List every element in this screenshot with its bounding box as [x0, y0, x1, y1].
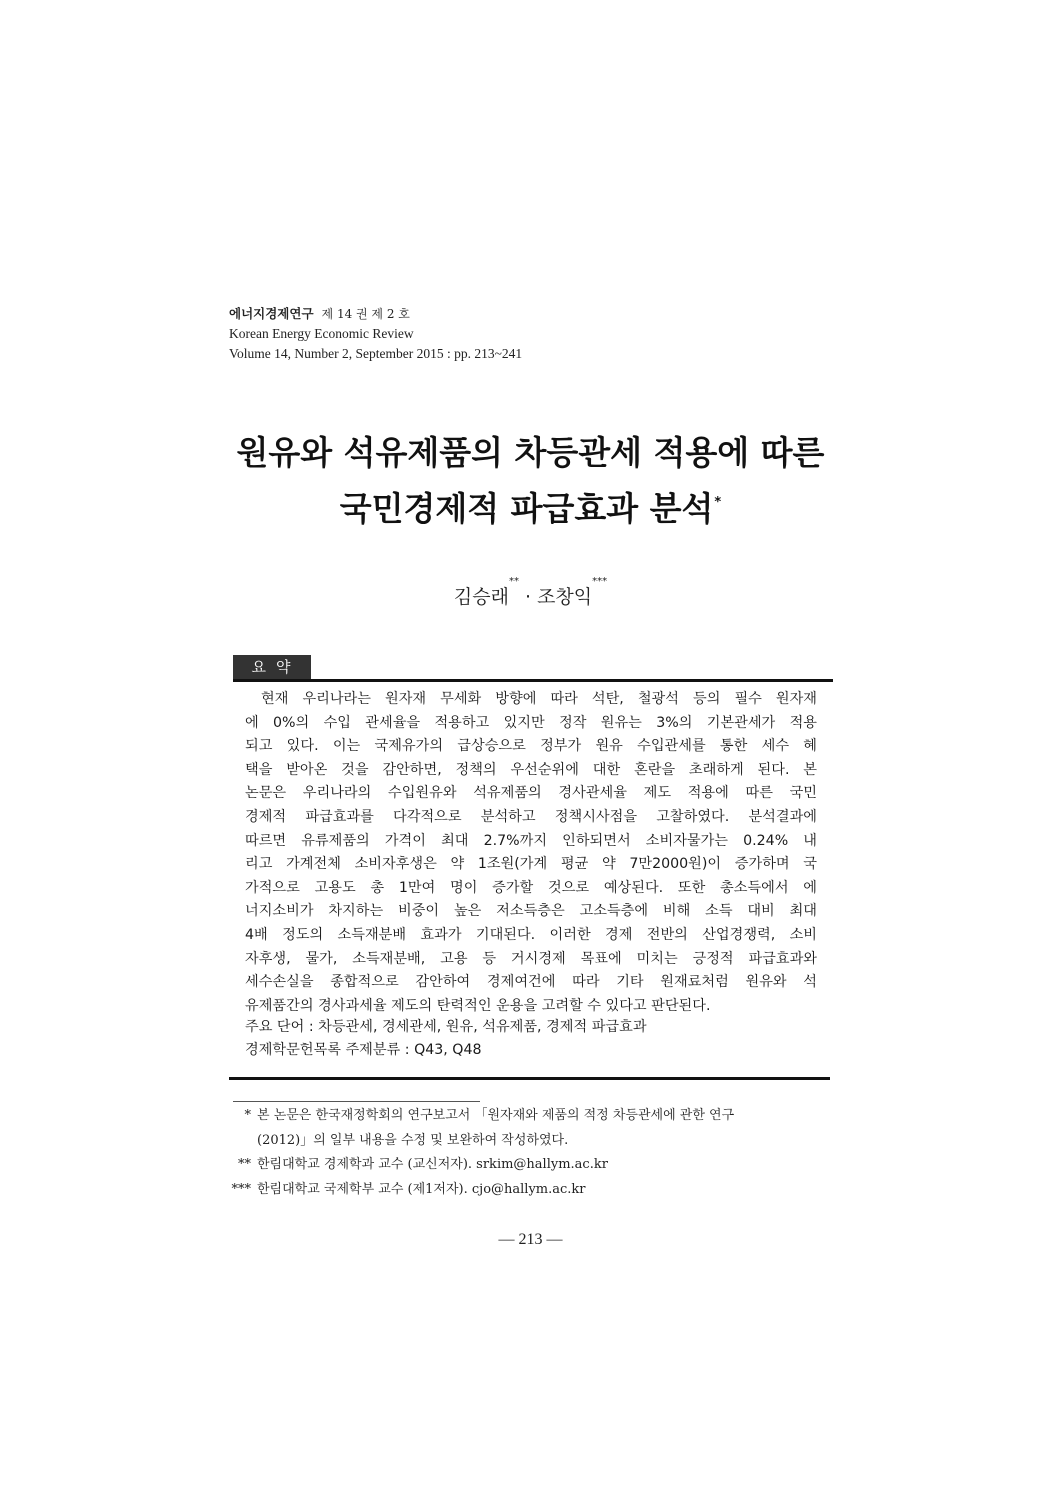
journal-name-kr: 에너지경제연구: [229, 306, 314, 321]
abstract-line: 에 0%의 수입 관세율을 적용하고 있지만 정작 원유는 3%의 기본관세가 적용: [245, 714, 817, 731]
author-1-mark: **: [508, 576, 519, 587]
abstract-line: 되고 있다. 이는 국제유가의 급상승으로 정부가 원유 수입관세를 통한 세수 혜: [245, 738, 817, 755]
footnote: [229, 1178, 834, 1203]
abstract-line: 리고 가계전체 소비자후생은 약 1조원(가계 평균 약 7만2000원)이 증가하며 국: [245, 856, 817, 873]
author-1: 김승래: [453, 586, 509, 608]
abstract-line: 따르면 유류제품의 가격이 최대 2.7%까지 인하되면서 소비자물가는 0.24% 내: [245, 832, 817, 849]
journal-name-en: Korean Energy Economic Review: [229, 326, 414, 341]
jel-classification: 경제학문헌목록 주제분류 : Q43, Q48: [245, 1042, 482, 1058]
abstract-bottom-rule: [229, 1077, 830, 1080]
footnote: [229, 1153, 834, 1178]
keywords: [245, 1016, 825, 1062]
abstract-line: 세수손실을 종합적으로 감안하여 경제여건에 따라 기타 원재료처럼 원유와 석: [245, 974, 817, 991]
author-2: 조창익: [537, 586, 593, 608]
journal-line-kr: [229, 304, 829, 324]
abstract-label: 요약: [233, 655, 311, 679]
abstract-line: 논문은 우리나라의 수입원유와 석유제품의 경사관세율 제도 적용에 따른 국민: [245, 785, 817, 802]
abstract-line: 4배 정도의 소득재분배 효과가 기대된다. 이러한 경제 전반의 산업경쟁력, 소비: [245, 926, 817, 943]
authors: [0, 576, 1061, 609]
footnote-mark: *: [244, 1108, 251, 1123]
keywords-line: 주요 단어 : 차등관세, 경세관세, 원유, 석유제품, 경제적 파급효과: [245, 1019, 647, 1035]
footnote-text: 본 논문은 한국재정학회의 연구보고서 「원자재와 제품의 적정 차등관세에 관한 연구: [257, 1108, 735, 1123]
footnote: [229, 1129, 834, 1154]
author-separator: ·: [518, 586, 538, 608]
abstract-line: 택을 받아온 것을 감안하면, 정책의 우선순위에 대한 혼란을 초래하게 된다. 본: [245, 761, 817, 778]
journal-volume-kr: 제 14 권 제 2 호: [321, 307, 410, 321]
footnote: [229, 1104, 834, 1129]
footnote-mark: ***: [231, 1181, 251, 1197]
title-footnote-mark: *: [714, 495, 722, 510]
abstract-rule: [233, 679, 833, 682]
journal-info: [229, 304, 829, 364]
abstract-body: [245, 688, 817, 1018]
title-line-1: 원유와 석유제품의 차등관세 적용에 따른: [236, 433, 825, 472]
author-2-mark: ***: [592, 576, 608, 587]
footnote-mark: **: [238, 1157, 251, 1172]
title-line-2-text: 국민경제적 파급효과 분석: [339, 489, 714, 528]
footnote-text: (2012)」의 일부 내용을 수정 및 보완하여 작성하였다.: [257, 1132, 569, 1148]
abstract-line: 자후생, 물가, 소득재분배, 고용 등 거시경제 목표에 미치는 긍정적 파급효과와: [245, 950, 817, 967]
title-line-2: [0, 481, 1061, 537]
footnote-rule: [233, 1101, 480, 1102]
journal-volume-en: Volume 14, Number 2, September 2015 : pp. 213~241: [229, 346, 523, 361]
abstract-line: 유제품간의 경사과세율 제도의 탄력적인 운용을 고려할 수 있다고 판단된다.: [245, 997, 711, 1014]
footnote-mark: [229, 1129, 257, 1154]
abstract-line: 경제적 파급효과를 다각적으로 분석하고 정책시사점을 고찰하였다. 분석결과에: [245, 808, 817, 825]
footnote-text: 한림대학교 국제학부 교수 (제1저자). cjo@hallym.ac.kr: [257, 1181, 586, 1197]
abstract-header: [233, 655, 833, 682]
abstract-line: 너지소비가 차지하는 비중이 높은 저소득층은 고소득층에 비해 소득 대비 최대: [245, 903, 817, 920]
paper-title: [0, 425, 1061, 537]
page-number: ― 213 ―: [498, 1231, 563, 1248]
footnote-text: 한림대학교 경제학과 교수 (교신저자). srkim@hallym.ac.kr: [257, 1157, 608, 1172]
abstract-line: 현재 우리나라는 원자재 무세화 방향에 따라 석탄, 철광석 등의 필수 원자재: [261, 691, 817, 707]
abstract-line: 가적으로 고용도 총 1만여 명이 증가할 것으로 예상된다. 또한 총소득에서 에: [245, 879, 817, 896]
footnotes: [229, 1104, 834, 1202]
